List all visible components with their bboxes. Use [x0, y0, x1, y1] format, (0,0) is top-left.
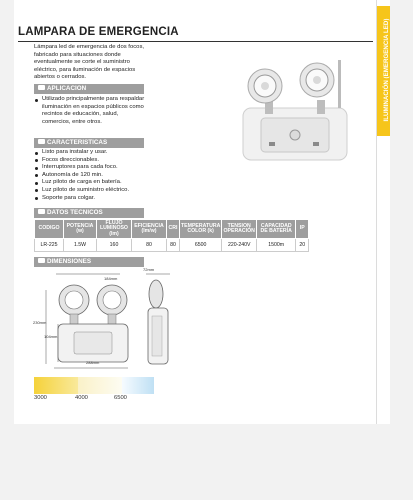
list-item: Luz piloto de suministro eléctrico.: [34, 187, 164, 195]
section-icon: [38, 258, 45, 263]
column-header: EFICIENCIA (lm/w): [132, 220, 167, 239]
section-title: DIMENSIONES: [47, 258, 92, 265]
category-label: ILUMINACIÓN (EMERGENCIA LED): [383, 18, 390, 122]
color-temp-bar-cool: [122, 377, 154, 394]
section-icon: [38, 139, 45, 144]
table-header-row: [35, 220, 309, 239]
list-item: Soporte para colgar.: [34, 195, 164, 203]
section-title: APLICACION: [47, 85, 87, 92]
table-cell: 160: [97, 239, 132, 252]
color-temp-label: 6500: [114, 395, 127, 401]
column-header: TEMPERATURA COLOR (k): [180, 220, 222, 239]
section-icon: [38, 209, 45, 214]
dim-top-width: 184mm: [104, 276, 118, 281]
list-item: Interruptores para cada foco.: [34, 164, 164, 172]
section-datos-tecnicos: [34, 208, 144, 218]
aplicacion-list: [34, 96, 146, 126]
list-item: Utilizado principalmente para respaldar iluminación en espacios públicos como recintos de educación, salud, comercios, entre otros.: [34, 96, 146, 126]
column-header: CAPACIDAD DE BATERÍA: [257, 220, 296, 239]
list-item: Listo para instalar y usar.: [34, 149, 164, 157]
section-title: CARACTERISTICAS: [47, 139, 108, 146]
table-cell: 80: [132, 239, 167, 252]
table-cell: 80: [167, 239, 180, 252]
dim-height: 230mm: [33, 320, 47, 325]
table-cell: 6500: [180, 239, 222, 252]
list-item: Luz piloto de carga en batería.: [34, 179, 164, 187]
list-item: Autonomía de 120 min.: [34, 172, 164, 180]
spec-table: [34, 219, 309, 252]
title-divider: [18, 41, 373, 42]
section-icon: [38, 85, 45, 90]
dimension-drawing-side: [140, 272, 180, 370]
column-header: CODIGO: [35, 220, 64, 239]
list-item: Focos direccionables.: [34, 157, 164, 165]
section-caracteristicas: [34, 138, 144, 148]
color-temp-bar-neutral: [78, 377, 122, 394]
dim-base-width: 288mm: [86, 360, 100, 365]
dim-inner-height: 104mm: [44, 334, 58, 339]
section-title: DATOS TECNICOS: [47, 209, 103, 216]
page-title: LAMPARA DE EMERGENCIA: [18, 26, 179, 38]
table-cell: 1.5W: [64, 239, 97, 252]
caracteristicas-list: [34, 149, 164, 202]
table-cell: 20: [296, 239, 309, 252]
table-cell: LR-225: [35, 239, 64, 252]
product-description: Lámpara led de emergencia de dos focos, fabricado para situaciones donde eventualmente se corte el suministro eléctrico, para iluminación de espacios abiertos o cerrados.: [34, 44, 145, 81]
column-header: CRI: [167, 220, 180, 239]
product-image: [235, 60, 365, 170]
column-header: TENSION OPERACIÓN: [222, 220, 257, 239]
column-header: IP: [296, 220, 309, 239]
section-dimensiones: [34, 257, 144, 267]
dim-depth: 72mm: [143, 267, 155, 272]
section-aplicacion: [34, 84, 144, 94]
table-row: [35, 239, 309, 252]
color-temp-label: 4000: [75, 395, 88, 401]
color-temp-bar-warm: [34, 377, 78, 394]
table-cell: 1500m: [257, 239, 296, 252]
color-temp-label: 3000: [34, 395, 47, 401]
table-cell: 220-240V: [222, 239, 257, 252]
column-header: FLUJO LUMINOSO (lm): [97, 220, 132, 239]
column-header: POTENCIA (w): [64, 220, 97, 239]
dimension-drawing-front: [44, 272, 144, 370]
